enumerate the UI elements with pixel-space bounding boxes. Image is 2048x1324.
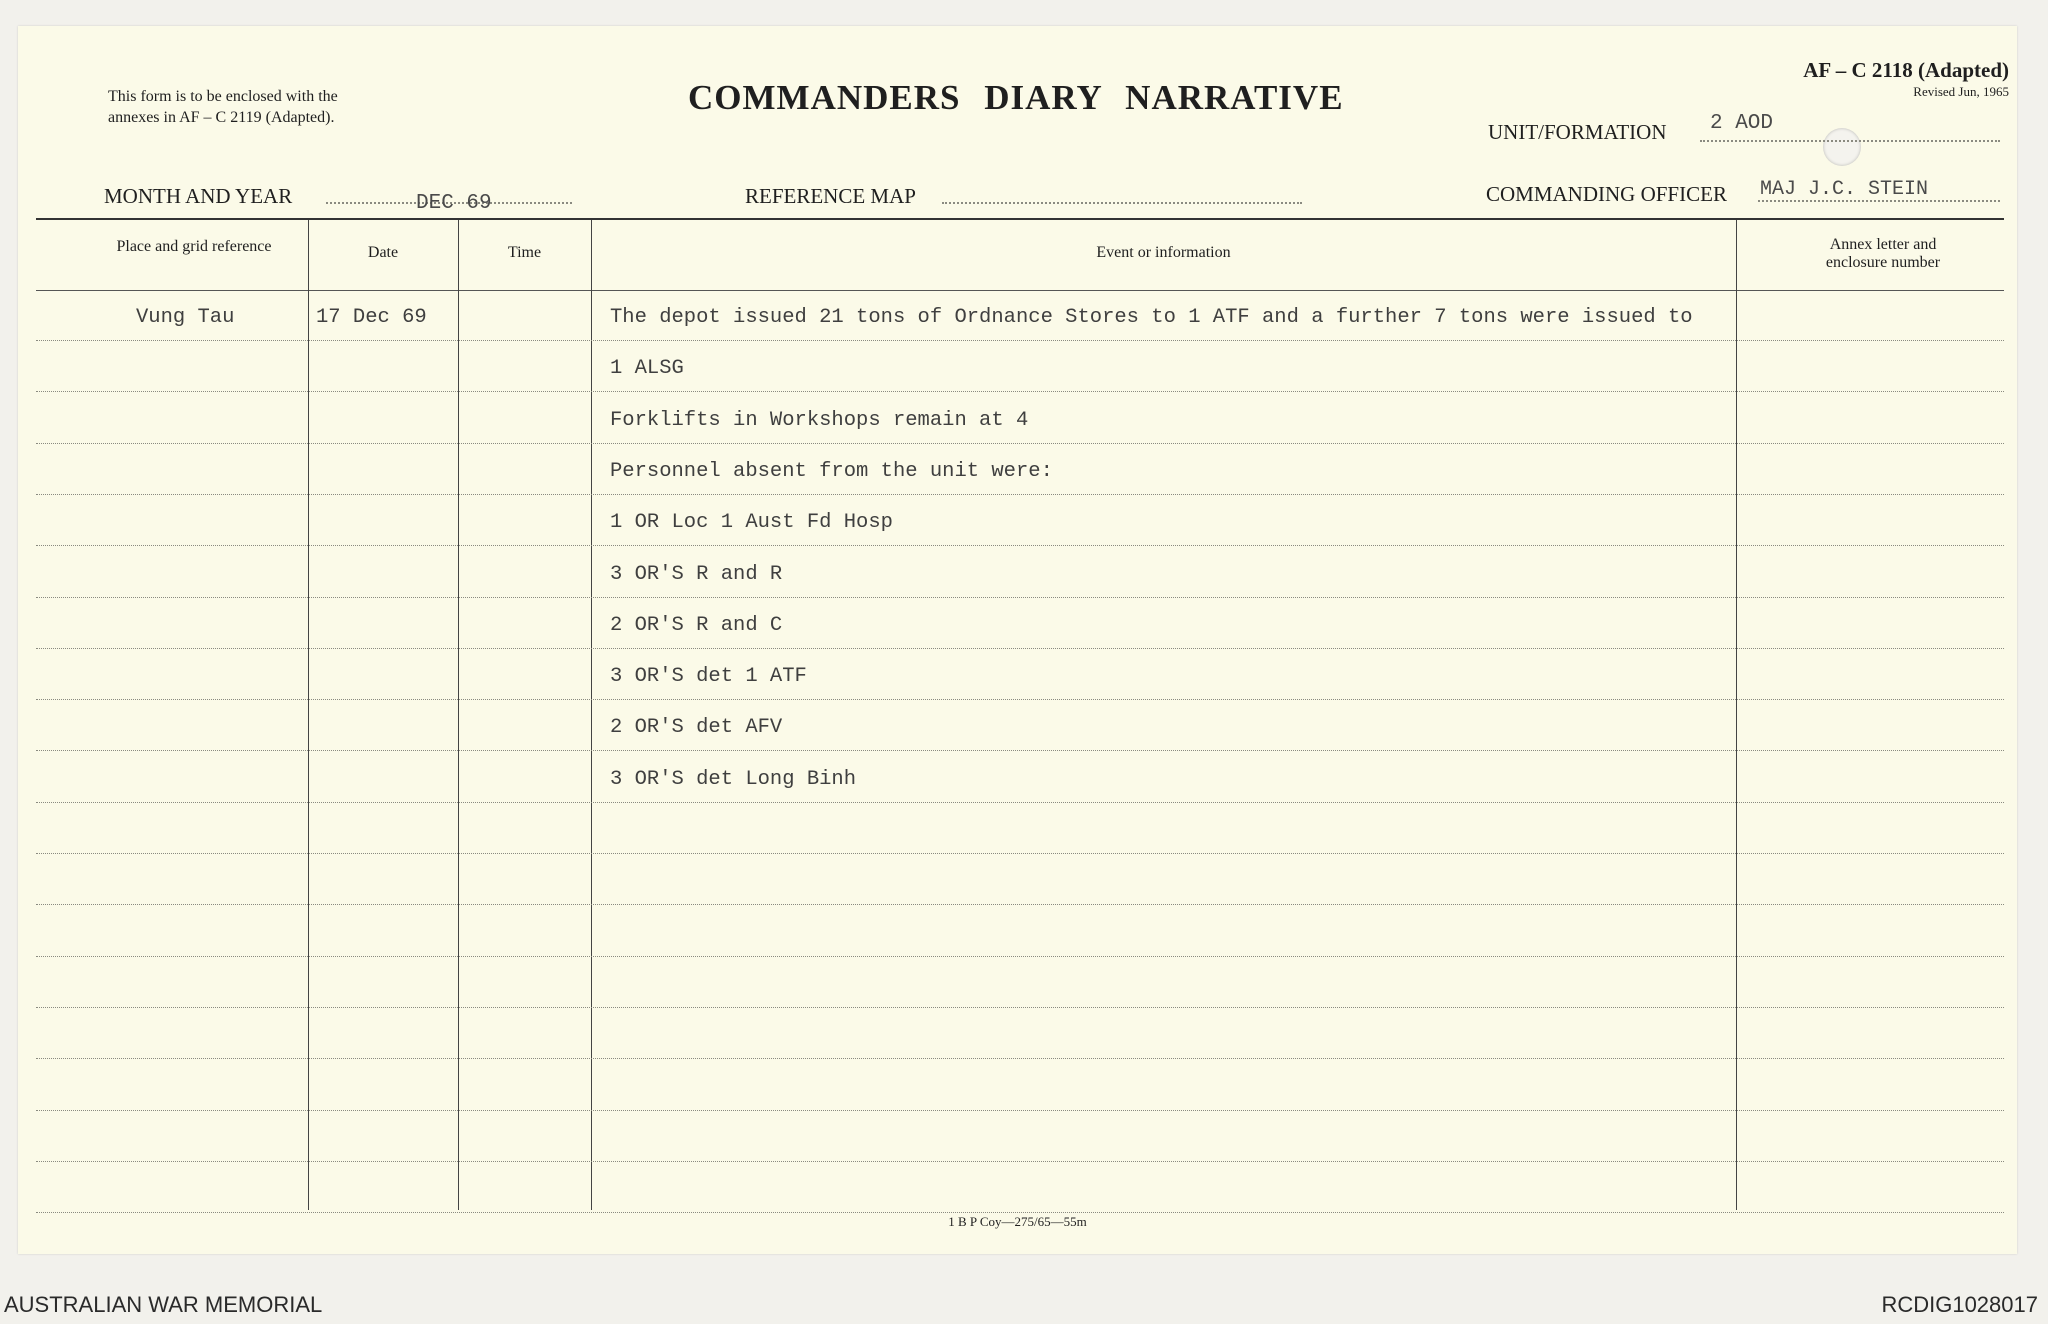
row-dotted-line bbox=[36, 1007, 2004, 1008]
column-divider-date bbox=[458, 220, 459, 1210]
unit-value: 2 AOD bbox=[1710, 112, 1774, 135]
column-header-annex: Annex letter and enclosure number bbox=[1825, 236, 1941, 271]
row-dotted-line bbox=[36, 340, 2004, 341]
column-header-place: Place and grid reference bbox=[116, 238, 272, 255]
row-dotted-line bbox=[36, 699, 2004, 700]
entry-event: Forklifts in Workshops remain at 4 bbox=[610, 408, 1029, 432]
row-dotted-line bbox=[36, 750, 2004, 751]
footer-source: AUSTRALIAN WAR MEMORIAL bbox=[4, 1292, 323, 1317]
row-dotted-line bbox=[36, 391, 2004, 392]
row-dotted-line bbox=[36, 1110, 2004, 1111]
row-dotted-line bbox=[36, 1212, 2004, 1213]
entry-event: 2 OR'S R and C bbox=[610, 613, 783, 637]
entry-place: Vung Tau bbox=[136, 306, 235, 329]
row-dotted-line bbox=[36, 545, 2004, 546]
entry-event: Personnel absent from the unit were: bbox=[610, 459, 1053, 483]
form-title: COMMANDERS DIARY NARRATIVE bbox=[688, 78, 1344, 117]
punch-hole bbox=[1823, 128, 1861, 166]
form-revised: Revised Jun, 1965 bbox=[1913, 84, 2009, 99]
entry-event: The depot issued 21 tons of Ordnance Stores to 1 ATF and a further 7 tons were issued to bbox=[610, 306, 1693, 329]
row-dotted-line bbox=[36, 1058, 2004, 1059]
entry-event: 3 OR'S R and R bbox=[610, 562, 783, 586]
footer-id: RCDIG1028017 bbox=[1881, 1292, 2038, 1317]
row-dotted-line bbox=[36, 494, 2004, 495]
row-dotted-line bbox=[36, 853, 2004, 854]
table-header-rule bbox=[36, 290, 2004, 291]
enclose-note-line1: This form is to be enclosed with the bbox=[108, 88, 338, 105]
row-dotted-line bbox=[36, 597, 2004, 598]
entry-event: 3 OR'S det 1 ATF bbox=[610, 665, 807, 689]
unit-dotted-line bbox=[1700, 140, 2000, 142]
map-dotted-line bbox=[942, 202, 1302, 204]
unit-label: UNIT/FORMATION bbox=[1488, 120, 1667, 144]
diary-sheet bbox=[18, 26, 2017, 1254]
row-dotted-line bbox=[36, 956, 2004, 957]
row-dotted-line bbox=[36, 1161, 2004, 1162]
entry-event: 1 ALSG bbox=[610, 357, 684, 381]
co-value: MAJ J.C. STEIN bbox=[1760, 178, 1929, 201]
table-top-rule bbox=[36, 218, 2004, 220]
row-dotted-line bbox=[36, 904, 2004, 905]
month-value: DEC 69 bbox=[416, 192, 492, 215]
entry-event: 2 OR'S det AFV bbox=[610, 716, 783, 740]
column-header-event: Event or information bbox=[1096, 244, 1231, 261]
form-code: AF – C 2118 (Adapted) bbox=[1803, 58, 2009, 82]
month-label: MONTH AND YEAR bbox=[104, 184, 293, 208]
row-dotted-line bbox=[36, 802, 2004, 803]
entry-event: 1 OR Loc 1 Aust Fd Hosp bbox=[610, 511, 893, 535]
entry-event: 3 OR'S det Long Binh bbox=[610, 767, 857, 791]
column-divider-event bbox=[1736, 220, 1737, 1210]
co-label: COMMANDING OFFICER bbox=[1486, 182, 1727, 206]
printer-mark: 1 B P Coy—275/65—55m bbox=[948, 1214, 1087, 1229]
row-dotted-line bbox=[36, 648, 2004, 649]
column-header-date: Date bbox=[367, 244, 399, 261]
column-divider-place bbox=[308, 220, 309, 1210]
map-label: REFERENCE MAP bbox=[745, 184, 916, 208]
column-divider-time bbox=[591, 220, 592, 1210]
enclose-note-line2: annexes in AF – C 2119 (Adapted). bbox=[108, 109, 335, 126]
row-dotted-line bbox=[36, 443, 2004, 444]
column-header-time: Time bbox=[507, 244, 542, 261]
entry-date: 17 Dec 69 bbox=[316, 306, 427, 329]
enclose-note bbox=[108, 86, 448, 128]
